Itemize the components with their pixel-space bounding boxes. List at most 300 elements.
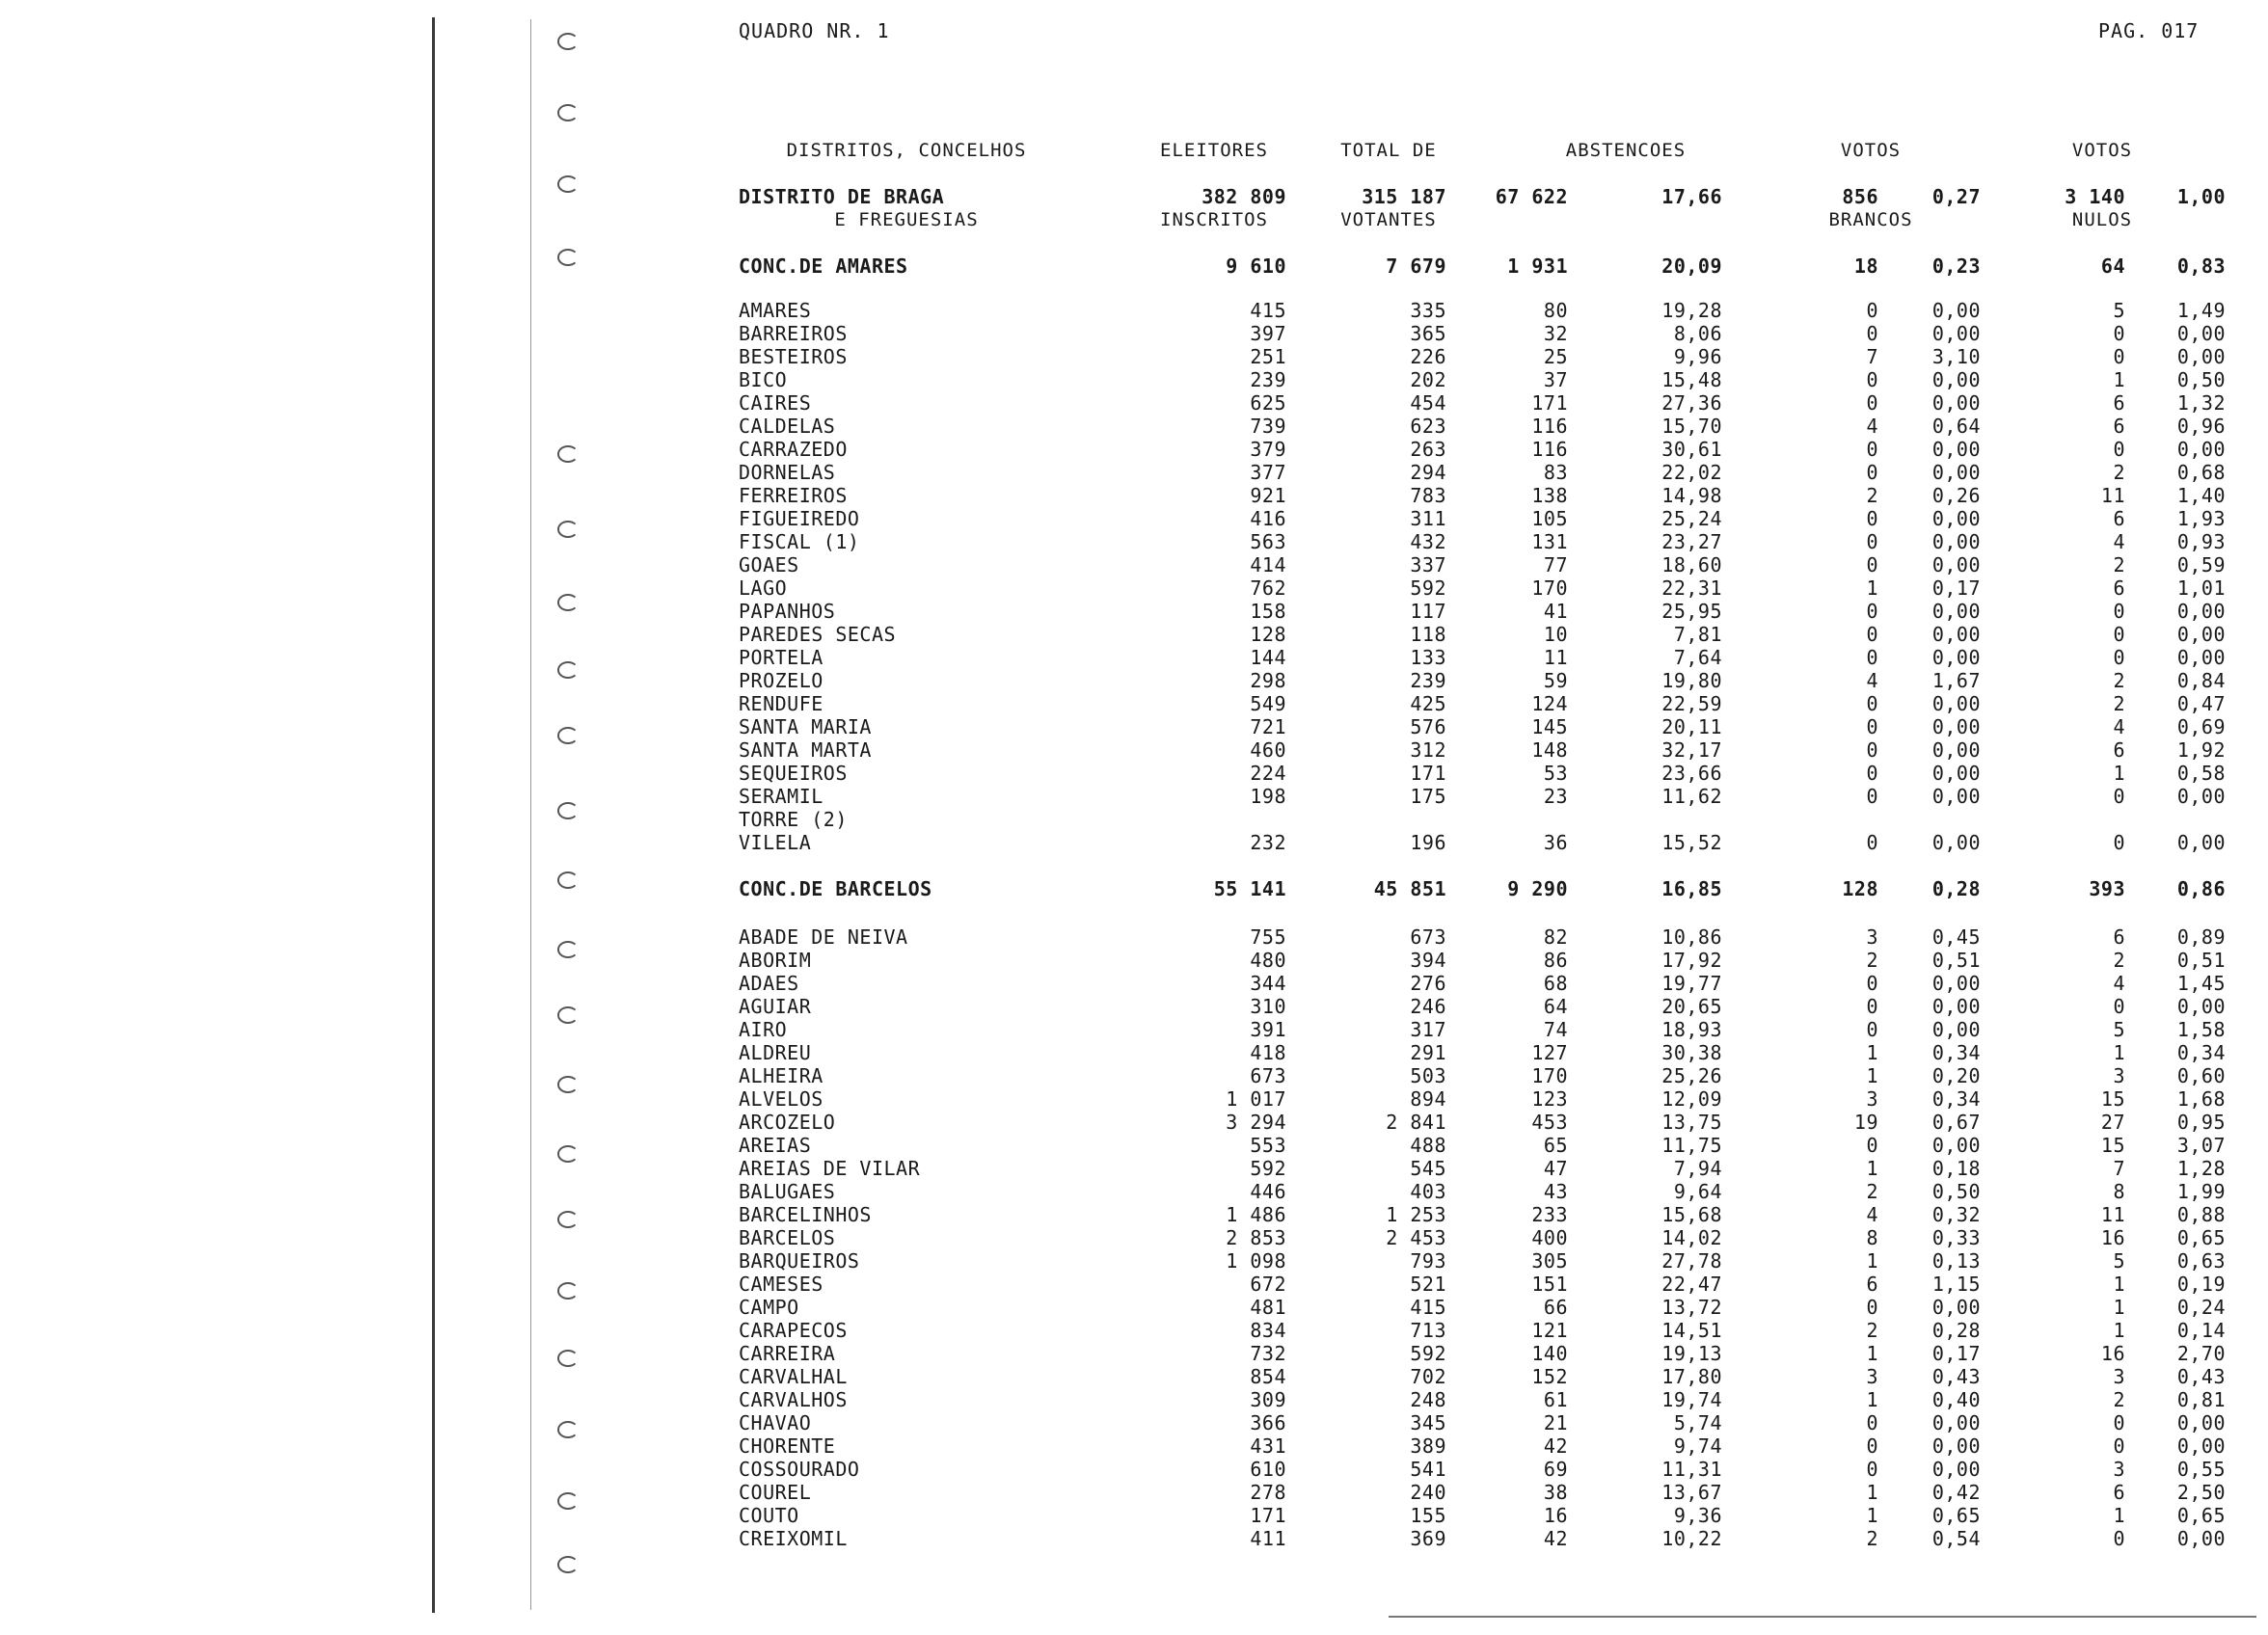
col-header-inscritos-line2: INSCRITOS — [1160, 209, 1268, 230]
cell-brancos-pct: 0,00 — [1931, 391, 1981, 415]
cell-votantes: 117 — [1410, 600, 1446, 623]
cell-votantes: 541 — [1410, 1458, 1446, 1481]
cell-name: FIGUEIREDO — [739, 507, 860, 530]
cell-brancos: 856 — [1842, 185, 1878, 208]
cell-abstencoes-pct: 19,28 — [1661, 299, 1722, 322]
cell-nulos-pct: 1,32 — [2176, 391, 2226, 415]
cell-inscritos: 309 — [1250, 1388, 1286, 1411]
cell-brancos-pct: 0,00 — [1931, 299, 1981, 322]
cell-brancos-pct: 0,00 — [1931, 1134, 1981, 1157]
cell-inscritos: 128 — [1250, 623, 1286, 646]
cell-votantes: 315 187 — [1362, 185, 1446, 208]
cell-inscritos: 418 — [1250, 1041, 1286, 1064]
cell-votantes: 894 — [1410, 1087, 1446, 1111]
col-header-abstencoes-label: ABSTENCOES — [1565, 140, 1687, 161]
col-header-nulos-line2: NULOS — [2071, 209, 2133, 230]
punch-hole — [557, 104, 579, 121]
cell-brancos: 2 — [1866, 1180, 1878, 1203]
cell-abstencoes-pct: 19,77 — [1661, 972, 1722, 995]
cell-brancos-pct: 0,17 — [1931, 576, 1981, 600]
cell-name: PAREDES SECAS — [739, 623, 897, 646]
table-row — [0, 1434, 2268, 1458]
cell-nulos: 0 — [2113, 646, 2125, 669]
cell-abstencoes: 77 — [1543, 553, 1568, 576]
cell-nulos-pct: 0,00 — [2176, 438, 2226, 461]
cell-votantes: 335 — [1410, 299, 1446, 322]
cell-name: CAIRES — [739, 391, 812, 415]
cell-nulos-pct: 1,01 — [2176, 576, 2226, 600]
cell-name: CHORENTE — [739, 1434, 836, 1458]
cell-abstencoes: 83 — [1543, 461, 1568, 484]
cell-brancos: 19 — [1853, 1111, 1878, 1134]
cell-nulos: 11 — [2100, 1203, 2125, 1226]
cell-inscritos: 9 610 — [1226, 255, 1286, 278]
cell-inscritos: 854 — [1250, 1365, 1286, 1388]
cell-brancos: 3 — [1866, 925, 1878, 949]
cell-brancos: 2 — [1866, 1527, 1878, 1550]
table-row — [0, 949, 2268, 972]
cell-abstencoes: 25 — [1543, 345, 1568, 368]
cell-nulos: 5 — [2113, 1018, 2125, 1041]
cell-nulos: 0 — [2113, 600, 2125, 623]
cell-nulos-pct: 3,07 — [2176, 1134, 2226, 1157]
cell-brancos: 0 — [1866, 692, 1878, 715]
cell-name: ABORIM — [739, 949, 812, 972]
cell-brancos-pct: 0,18 — [1931, 1157, 1981, 1180]
cell-brancos: 1 — [1866, 1388, 1878, 1411]
cell-abstencoes: 23 — [1543, 785, 1568, 808]
cell-brancos: 4 — [1866, 415, 1878, 438]
cell-brancos: 0 — [1866, 972, 1878, 995]
cell-nulos: 0 — [2113, 322, 2125, 345]
cell-abstencoes: 151 — [1531, 1273, 1568, 1296]
cell-brancos: 1 — [1866, 1157, 1878, 1180]
cell-brancos: 4 — [1866, 669, 1878, 692]
table-row — [0, 1342, 2268, 1365]
cell-brancos-pct: 0,00 — [1931, 368, 1981, 391]
cell-nulos-pct: 1,93 — [2176, 507, 2226, 530]
cell-abstencoes: 53 — [1543, 762, 1568, 785]
cell-votantes: 425 — [1410, 692, 1446, 715]
table-row — [0, 1087, 2268, 1111]
table-row — [0, 299, 2268, 322]
cell-abstencoes-pct: 15,48 — [1661, 368, 1722, 391]
cell-abstencoes: 170 — [1531, 1064, 1568, 1087]
cell-votantes: 294 — [1410, 461, 1446, 484]
cell-abstencoes: 171 — [1531, 391, 1568, 415]
cell-votantes: 240 — [1410, 1481, 1446, 1504]
table-row — [0, 715, 2268, 738]
cell-brancos: 0 — [1866, 1296, 1878, 1319]
cell-nulos: 6 — [2113, 738, 2125, 762]
table-row — [0, 1273, 2268, 1296]
cell-votantes: 389 — [1410, 1434, 1446, 1458]
table-row — [0, 762, 2268, 785]
cell-abstencoes-pct: 19,80 — [1661, 669, 1722, 692]
table-row — [0, 1180, 2268, 1203]
cell-inscritos: 414 — [1250, 553, 1286, 576]
cell-abstencoes: 140 — [1531, 1342, 1568, 1365]
cell-votantes: 403 — [1410, 1180, 1446, 1203]
cell-nulos-pct: 2,50 — [2176, 1481, 2226, 1504]
cell-brancos-pct: 0,54 — [1931, 1527, 1981, 1550]
table-row — [0, 1365, 2268, 1388]
table-row — [0, 1157, 2268, 1180]
cell-name: CAMESES — [739, 1273, 824, 1296]
cell-brancos-pct: 0,13 — [1931, 1249, 1981, 1273]
table-row — [0, 623, 2268, 646]
cell-abstencoes-pct: 17,92 — [1661, 949, 1722, 972]
table-row — [0, 831, 2268, 854]
cell-nulos-pct: 0,47 — [2176, 692, 2226, 715]
cell-nulos-pct: 1,40 — [2176, 484, 2226, 507]
cell-votantes: 521 — [1410, 1273, 1446, 1296]
cell-abstencoes: 67 622 — [1495, 185, 1568, 208]
cell-nulos-pct: 0,00 — [2176, 995, 2226, 1018]
cell-brancos: 0 — [1866, 1018, 1878, 1041]
table-row — [0, 1041, 2268, 1064]
cell-abstencoes-pct: 22,31 — [1661, 576, 1722, 600]
col-header-name-line1: DISTRITOS, CONCELHOS — [786, 140, 1027, 161]
cell-brancos-pct: 0,00 — [1931, 461, 1981, 484]
cell-brancos-pct: 0,00 — [1931, 972, 1981, 995]
cell-abstencoes: 116 — [1531, 438, 1568, 461]
cell-brancos-pct: 0,00 — [1931, 530, 1981, 553]
cell-abstencoes-pct: 7,64 — [1673, 646, 1722, 669]
cell-nulos-pct: 0,00 — [2176, 623, 2226, 646]
col-header-votantes — [1321, 93, 1456, 255]
cell-name: CAMPO — [739, 1296, 799, 1319]
cell-nulos: 16 — [2100, 1342, 2125, 1365]
cell-inscritos: 563 — [1250, 530, 1286, 553]
cell-nulos-pct: 0,55 — [2176, 1458, 2226, 1481]
cell-brancos-pct: 0,00 — [1931, 646, 1981, 669]
cell-nulos: 0 — [2113, 831, 2125, 854]
cell-nulos-pct: 1,45 — [2176, 972, 2226, 995]
cell-brancos-pct: 0,00 — [1931, 738, 1981, 762]
cell-brancos: 1 — [1866, 1249, 1878, 1273]
cell-abstencoes-pct: 18,60 — [1661, 553, 1722, 576]
cell-brancos: 0 — [1866, 322, 1878, 345]
cell-brancos-pct: 0,34 — [1931, 1087, 1981, 1111]
cell-brancos: 0 — [1866, 530, 1878, 553]
cell-votantes: 432 — [1410, 530, 1446, 553]
cell-nulos: 64 — [2100, 255, 2125, 278]
cell-nulos: 6 — [2113, 576, 2125, 600]
cell-inscritos: 672 — [1250, 1273, 1286, 1296]
table-row — [0, 692, 2268, 715]
cell-name: COUTO — [739, 1504, 799, 1527]
cell-votantes: 713 — [1410, 1319, 1446, 1342]
cell-votantes: 312 — [1410, 738, 1446, 762]
cell-abstencoes: 32 — [1543, 322, 1568, 345]
cell-name: DISTRITO DE BRAGA — [739, 185, 945, 208]
cell-nulos-pct: 0,34 — [2176, 1041, 2226, 1064]
cell-votantes: 2 841 — [1386, 1111, 1446, 1134]
cell-votantes: 276 — [1410, 972, 1446, 995]
table-row — [0, 368, 2268, 391]
cell-votantes: 171 — [1410, 762, 1446, 785]
cell-inscritos: 2 853 — [1226, 1226, 1286, 1249]
cell-inscritos: 171 — [1250, 1504, 1286, 1527]
cell-brancos: 2 — [1866, 1319, 1878, 1342]
cell-nulos-pct: 0,50 — [2176, 368, 2226, 391]
cell-inscritos: 379 — [1250, 438, 1286, 461]
table-row — [0, 669, 2268, 692]
cell-inscritos: 391 — [1250, 1018, 1286, 1041]
cell-name: SANTA MARTA — [739, 738, 872, 762]
cell-nulos: 6 — [2113, 391, 2125, 415]
cell-abstencoes: 64 — [1543, 995, 1568, 1018]
cell-abstencoes: 68 — [1543, 972, 1568, 995]
table-row — [0, 391, 2268, 415]
cell-brancos: 0 — [1866, 1458, 1878, 1481]
cell-inscritos: 397 — [1250, 322, 1286, 345]
cell-inscritos: 553 — [1250, 1134, 1286, 1157]
cell-abstencoes: 38 — [1543, 1481, 1568, 1504]
cell-inscritos: 198 — [1250, 785, 1286, 808]
col-header-inscritos — [1142, 93, 1286, 255]
cell-abstencoes: 116 — [1531, 415, 1568, 438]
cell-abstencoes-pct: 32,17 — [1661, 738, 1722, 762]
cell-abstencoes-pct: 22,59 — [1661, 692, 1722, 715]
cell-nulos-pct: 0,86 — [2176, 877, 2226, 900]
cell-nulos: 2 — [2113, 461, 2125, 484]
table-row — [0, 1388, 2268, 1411]
cell-brancos: 1 — [1866, 1481, 1878, 1504]
cell-name: RENDUFE — [739, 692, 824, 715]
cell-brancos-pct: 0,43 — [1931, 1365, 1981, 1388]
cell-abstencoes: 170 — [1531, 576, 1568, 600]
cell-abstencoes-pct: 14,98 — [1661, 484, 1722, 507]
cell-abstencoes-pct: 9,64 — [1673, 1180, 1722, 1203]
cell-abstencoes-pct: 20,09 — [1661, 255, 1722, 278]
cell-brancos-pct: 0,00 — [1931, 438, 1981, 461]
col-header-inscritos-line1: ELEITORES — [1160, 140, 1268, 161]
cell-abstencoes: 66 — [1543, 1296, 1568, 1319]
cell-name: BALUGAES — [739, 1180, 836, 1203]
table-row — [0, 646, 2268, 669]
cell-nulos: 1 — [2113, 1296, 2125, 1319]
cell-abstencoes-pct: 14,51 — [1661, 1319, 1722, 1342]
col-header-nulos — [2054, 93, 2150, 255]
cell-nulos-pct: 0,00 — [2176, 600, 2226, 623]
cell-nulos-pct: 0,00 — [2176, 345, 2226, 368]
cell-abstencoes-pct: 13,67 — [1661, 1481, 1722, 1504]
cell-nulos: 6 — [2113, 415, 2125, 438]
cell-brancos-pct: 0,00 — [1931, 995, 1981, 1018]
cell-votantes: 623 — [1410, 415, 1446, 438]
cell-votantes: 337 — [1410, 553, 1446, 576]
cell-name: VILELA — [739, 831, 812, 854]
cell-nulos: 6 — [2113, 507, 2125, 530]
cell-brancos-pct: 0,00 — [1931, 1458, 1981, 1481]
cell-nulos: 0 — [2113, 1434, 2125, 1458]
cell-inscritos: 481 — [1250, 1296, 1286, 1319]
cell-inscritos: 549 — [1250, 692, 1286, 715]
cell-inscritos: 366 — [1250, 1411, 1286, 1434]
cell-brancos: 7 — [1866, 345, 1878, 368]
cell-brancos-pct: 0,42 — [1931, 1481, 1981, 1504]
table-row — [0, 1296, 2268, 1319]
table-row — [0, 1249, 2268, 1273]
cell-votantes: 118 — [1410, 623, 1446, 646]
cell-abstencoes: 305 — [1531, 1249, 1568, 1273]
table-row — [0, 1504, 2268, 1527]
cell-inscritos: 232 — [1250, 831, 1286, 854]
cell-nulos: 0 — [2113, 785, 2125, 808]
cell-brancos-pct: 0,67 — [1931, 1111, 1981, 1134]
cell-inscritos: 834 — [1250, 1319, 1286, 1342]
cell-brancos: 4 — [1866, 1203, 1878, 1226]
cell-abstencoes: 138 — [1531, 484, 1568, 507]
cell-abstencoes: 105 — [1531, 507, 1568, 530]
cell-name: COSSOURADO — [739, 1458, 860, 1481]
cell-votantes: 592 — [1410, 1342, 1446, 1365]
cell-abstencoes-pct: 22,02 — [1661, 461, 1722, 484]
cell-nulos: 1 — [2113, 1319, 2125, 1342]
cell-abstencoes: 65 — [1543, 1134, 1568, 1157]
cell-brancos-pct: 0,00 — [1931, 762, 1981, 785]
cell-abstencoes-pct: 19,74 — [1661, 1388, 1722, 1411]
cell-name: PAPANHOS — [739, 600, 836, 623]
document-title: QUADRO NR. 1 — [739, 19, 890, 42]
cell-brancos: 0 — [1866, 646, 1878, 669]
cell-inscritos: 460 — [1250, 738, 1286, 762]
cell-nulos-pct: 1,00 — [2176, 185, 2226, 208]
cell-abstencoes: 121 — [1531, 1319, 1568, 1342]
cell-brancos-pct: 0,45 — [1931, 925, 1981, 949]
cell-name: COUREL — [739, 1481, 812, 1504]
cell-name: ADAES — [739, 972, 799, 995]
table-row — [0, 1018, 2268, 1041]
cell-brancos: 0 — [1866, 738, 1878, 762]
cell-abstencoes: 59 — [1543, 669, 1568, 692]
cell-brancos: 128 — [1842, 877, 1878, 900]
cell-name: ALVELOS — [739, 1087, 824, 1111]
cell-inscritos: 625 — [1250, 391, 1286, 415]
cell-brancos-pct: 0,00 — [1931, 1411, 1981, 1434]
cell-abstencoes: 131 — [1531, 530, 1568, 553]
cell-nulos-pct: 0,69 — [2176, 715, 2226, 738]
cell-nulos-pct: 0,00 — [2176, 785, 2226, 808]
cell-abstencoes-pct: 17,80 — [1661, 1365, 1722, 1388]
cell-brancos-pct: 0,00 — [1931, 1296, 1981, 1319]
cell-nulos: 15 — [2100, 1087, 2125, 1111]
cell-abstencoes: 233 — [1531, 1203, 1568, 1226]
cell-brancos-pct: 0,23 — [1931, 255, 1981, 278]
cell-votantes: 155 — [1410, 1504, 1446, 1527]
cell-nulos: 2 — [2113, 669, 2125, 692]
cell-brancos-pct: 0,00 — [1931, 322, 1981, 345]
cell-abstencoes-pct: 15,52 — [1661, 831, 1722, 854]
cell-brancos: 0 — [1866, 785, 1878, 808]
cell-abstencoes: 400 — [1531, 1226, 1568, 1249]
cell-votantes: 175 — [1410, 785, 1446, 808]
cell-abstencoes: 9 290 — [1507, 877, 1568, 900]
cell-abstencoes: 61 — [1543, 1388, 1568, 1411]
cell-abstencoes-pct: 9,74 — [1673, 1434, 1722, 1458]
cell-brancos-pct: 3,10 — [1931, 345, 1981, 368]
page-number: PAG. 017 — [2098, 19, 2200, 42]
cell-nulos-pct: 0,93 — [2176, 530, 2226, 553]
cell-name: AREIAS — [739, 1134, 812, 1157]
cell-abstencoes-pct: 11,62 — [1661, 785, 1722, 808]
cell-nulos-pct: 0,65 — [2176, 1504, 2226, 1527]
cell-inscritos: 411 — [1250, 1527, 1286, 1550]
cell-nulos-pct: 0,43 — [2176, 1365, 2226, 1388]
cell-nulos-pct: 0,63 — [2176, 1249, 2226, 1273]
cell-name: PORTELA — [739, 646, 824, 669]
cell-brancos: 1 — [1866, 1342, 1878, 1365]
cell-brancos-pct: 0,00 — [1931, 553, 1981, 576]
cell-name: BARQUEIROS — [739, 1249, 860, 1273]
table-row — [0, 1319, 2268, 1342]
col-header-name-line2: E FREGUESIAS — [834, 209, 979, 230]
cell-nulos: 27 — [2100, 1111, 2125, 1134]
cell-votantes: 503 — [1410, 1064, 1446, 1087]
cell-nulos: 2 — [2113, 553, 2125, 576]
cell-brancos: 0 — [1866, 368, 1878, 391]
cell-name: AMARES — [739, 299, 812, 322]
cell-abstencoes-pct: 8,06 — [1673, 322, 1722, 345]
cell-abstencoes: 152 — [1531, 1365, 1568, 1388]
table-row — [0, 925, 2268, 949]
cell-brancos-pct: 0,00 — [1931, 623, 1981, 646]
cell-votantes: 2 453 — [1386, 1226, 1446, 1249]
cell-brancos: 1 — [1866, 1064, 1878, 1087]
cell-name: FERREIROS — [739, 484, 848, 507]
cell-brancos-pct: 0,00 — [1931, 692, 1981, 715]
cell-inscritos: 310 — [1250, 995, 1286, 1018]
cell-abstencoes-pct: 20,11 — [1661, 715, 1722, 738]
cell-abstencoes: 80 — [1543, 299, 1568, 322]
cell-nulos-pct: 0,88 — [2176, 1203, 2226, 1226]
cell-name: BICO — [739, 368, 788, 391]
cell-nulos-pct: 0,00 — [2176, 1411, 2226, 1434]
table-row — [0, 995, 2268, 1018]
cell-brancos: 3 — [1866, 1365, 1878, 1388]
cell-inscritos: 431 — [1250, 1434, 1286, 1458]
cell-inscritos: 377 — [1250, 461, 1286, 484]
cell-abstencoes-pct: 27,36 — [1661, 391, 1722, 415]
cell-inscritos: 1 098 — [1226, 1249, 1286, 1273]
cell-votantes: 263 — [1410, 438, 1446, 461]
table-row — [0, 600, 2268, 623]
cell-abstencoes-pct: 22,47 — [1661, 1273, 1722, 1296]
cell-brancos-pct: 0,50 — [1931, 1180, 1981, 1203]
cell-votantes: 793 — [1410, 1249, 1446, 1273]
cell-nulos: 7 — [2113, 1157, 2125, 1180]
cell-inscritos: 755 — [1250, 925, 1286, 949]
cell-nulos: 2 — [2113, 1388, 2125, 1411]
cell-abstencoes-pct: 11,75 — [1661, 1134, 1722, 1157]
cell-nulos-pct: 0,95 — [2176, 1111, 2226, 1134]
cell-nulos: 1 — [2113, 368, 2125, 391]
cell-brancos: 0 — [1866, 391, 1878, 415]
cell-abstencoes: 36 — [1543, 831, 1568, 854]
cell-brancos-pct: 1,67 — [1931, 669, 1981, 692]
cell-nulos-pct: 0,68 — [2176, 461, 2226, 484]
table-row — [0, 553, 2268, 576]
cell-nulos: 1 — [2113, 762, 2125, 785]
cell-brancos: 0 — [1866, 553, 1878, 576]
cell-name: BARCELOS — [739, 1226, 836, 1249]
cell-abstencoes: 42 — [1543, 1434, 1568, 1458]
cell-brancos: 2 — [1866, 949, 1878, 972]
cell-nulos: 6 — [2113, 1481, 2125, 1504]
cell-nulos: 1 — [2113, 1041, 2125, 1064]
